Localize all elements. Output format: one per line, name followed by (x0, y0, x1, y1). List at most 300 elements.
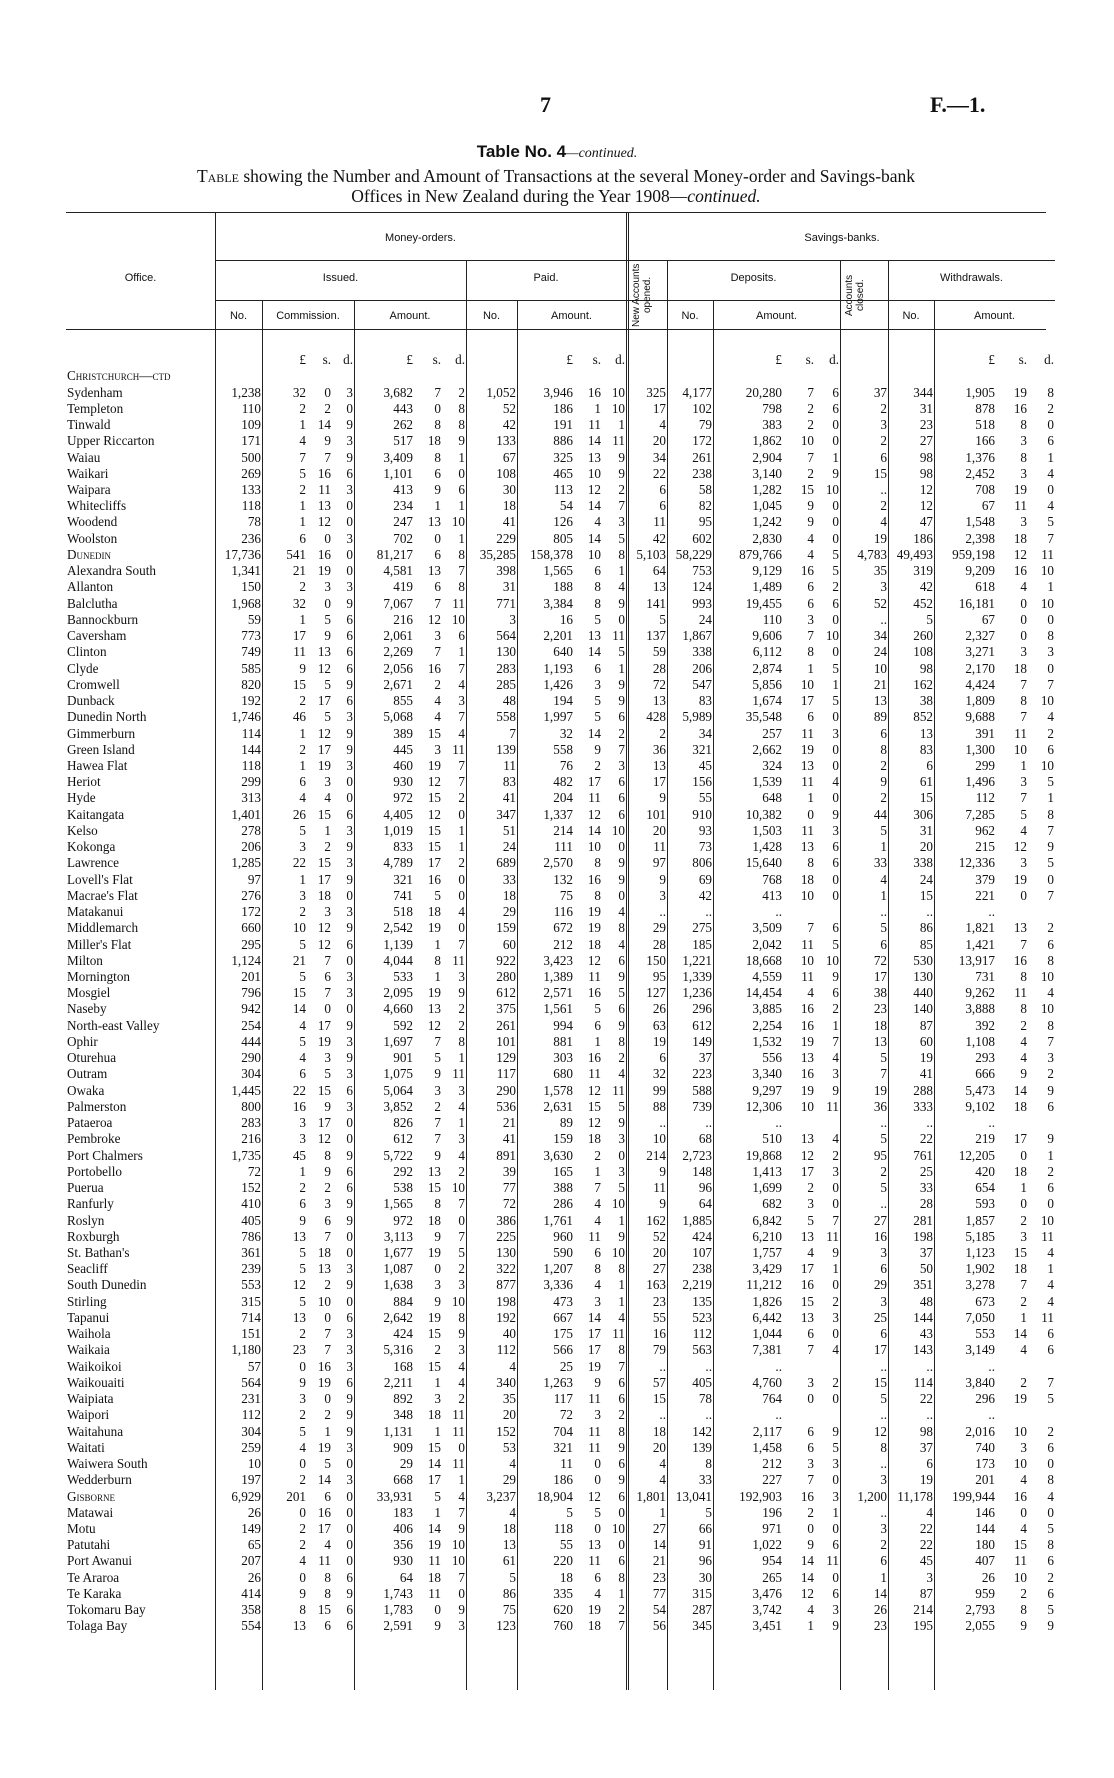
issued-no: 26 (215, 1570, 262, 1586)
commission-pounds: 2 (299, 1520, 306, 1536)
new-accounts: 127 (646, 985, 666, 1001)
paid-amount-shillings: 14 (587, 498, 601, 514)
commission-pence: 0 (346, 1131, 353, 1147)
deposits-no: 78 (698, 1391, 712, 1407)
paid-amount-pounds: 111 (554, 839, 573, 855)
deposits-no: 68 (698, 1131, 712, 1147)
commission-pence: 9 (346, 1196, 353, 1212)
commission-shillings: 17 (317, 1115, 331, 1131)
commission-shillings: 3 (324, 774, 331, 790)
commission-pence: 3 (346, 969, 353, 985)
commission-pounds: 5 (299, 465, 306, 481)
issued-amount-shillings: 18 (427, 1569, 441, 1585)
issued-no: 254 (215, 1018, 262, 1034)
withdrawals-no: 98 (919, 660, 933, 676)
commission-shillings: 12 (317, 1131, 331, 1147)
header-withdrawals-no: No. (902, 310, 920, 322)
withdrawals-amount-shillings: 5 (1020, 806, 1027, 822)
paid-amount-pence: 9 (618, 1017, 625, 1033)
withdrawals-amount-pounds: .. (988, 1358, 995, 1374)
issued-amount-shillings: 18 (427, 1407, 441, 1423)
withdrawals-amount-pence: 0 (1047, 1456, 1054, 1472)
table-row (66, 1521, 1055, 1537)
office-name: South Dunedin (67, 1277, 147, 1293)
commission-shillings: 16 (317, 1504, 331, 1520)
withdrawals-amount-pounds: 407 (975, 1553, 995, 1569)
deposits-amount-shillings: 7 (807, 1342, 814, 1358)
paid-amount-shillings: 16 (587, 985, 601, 1001)
accounts-closed: 2 (880, 757, 887, 773)
paid-amount-pence: 9 (618, 1115, 625, 1131)
withdrawals-amount-pounds: 731 (975, 969, 995, 985)
withdrawals-no: 12 (919, 481, 933, 497)
paid-amount-pounds: 188 (553, 579, 573, 595)
withdrawals-no: 214 (913, 1602, 933, 1618)
deposits-amount-shillings: 13 (800, 757, 814, 773)
commission-pence: 6 (346, 1374, 353, 1390)
paid-amount-pence: 3 (618, 514, 625, 530)
commission-pence: 6 (346, 1309, 353, 1325)
table-row (66, 969, 1055, 985)
withdrawals-amount-pounds: 654 (975, 1180, 995, 1196)
withdrawals-no: 19 (919, 1050, 933, 1066)
office-name: Templeton (67, 400, 124, 416)
issued-amount-pence: 8 (458, 579, 465, 595)
paid-amount-shillings: 11 (588, 1066, 601, 1082)
new-accounts: 1,801 (636, 1488, 666, 1504)
paid-amount-pence: 4 (618, 1066, 625, 1082)
paid-no: 877 (496, 1277, 516, 1293)
accounts-closed: 13 (873, 693, 887, 709)
commission-pence: 3 (346, 757, 353, 773)
issued-amount-pence: 4 (458, 1374, 465, 1390)
paid-amount-shillings: 1 (594, 1033, 601, 1049)
table-row (66, 1277, 1055, 1293)
withdrawals-amount-shillings: 16 (1013, 400, 1027, 416)
new-accounts: 17 (652, 400, 666, 416)
new-accounts: 10 (652, 1131, 666, 1147)
paid-amount-pounds: 388 (553, 1180, 573, 1196)
commission-pounds: 1 (299, 871, 306, 887)
paid-amount-pounds: 118 (553, 1520, 573, 1536)
paid-amount-pence: 9 (618, 855, 625, 871)
deposits-amount-shillings: 7 (807, 1472, 814, 1488)
withdrawals-amount-pence: 1 (1047, 449, 1054, 465)
withdrawals-amount-pounds: 1,496 (965, 774, 995, 790)
issued-amount-pounds: 884 (393, 1293, 413, 1309)
withdrawals-amount-pounds: 1,809 (965, 693, 995, 709)
accounts-closed: .. (880, 1456, 887, 1472)
deposits-amount-pence: 3 (832, 1488, 839, 1504)
issued-no: 231 (215, 1391, 262, 1407)
commission-shillings: 12 (317, 920, 331, 936)
commission-pounds: 22 (292, 855, 306, 871)
deposits-no: 69 (698, 871, 712, 887)
withdrawals-amount-pence: 7 (1047, 1033, 1054, 1049)
issued-no: 239 (215, 1261, 262, 1277)
paid-amount-pounds: 1,578 (543, 1082, 573, 1098)
withdrawals-no: 319 (913, 563, 933, 579)
office-name: Waipara (67, 481, 111, 497)
issued-no: 283 (215, 1115, 262, 1131)
issued-amount-pounds: 4,789 (383, 855, 413, 871)
table-title-suffix: —continued. (566, 146, 638, 161)
commission-pounds: 5 (299, 822, 306, 838)
deposits-no: 315 (692, 1585, 712, 1601)
withdrawals-no: 11,178 (897, 1488, 933, 1504)
deposits-no: 753 (692, 563, 712, 579)
commission-pence: 9 (346, 839, 353, 855)
withdrawals-amount-shillings: 2 (1020, 1212, 1027, 1228)
withdrawals-amount-pounds: 1,857 (965, 1212, 995, 1228)
withdrawals-amount-pounds: 144 (975, 1520, 995, 1536)
issued-amount-pence: 3 (458, 693, 465, 709)
paid-amount-pounds: 72 (559, 1407, 573, 1423)
commission-pence: 0 (346, 546, 353, 562)
unit-shillings: s. (432, 352, 441, 368)
office-name: Hawea Flat (67, 757, 128, 773)
withdrawals-amount-pence: 8 (1047, 952, 1054, 968)
withdrawals-amount-shillings: 2 (1020, 1293, 1027, 1309)
commission-shillings: 12 (317, 514, 331, 530)
accounts-closed: 8 (880, 741, 887, 757)
accounts-closed: 4 (880, 871, 887, 887)
paid-amount-pounds: 2,571 (543, 985, 573, 1001)
header-issued: Issued. (322, 272, 359, 284)
commission-pounds: 15 (292, 676, 306, 692)
issued-amount-pence: 1 (458, 839, 465, 855)
paid-amount-pounds: 5 (566, 1504, 573, 1520)
paid-no: 123 (496, 1618, 516, 1634)
commission-pounds: 5 (299, 1293, 306, 1309)
deposits-amount-pounds: .. (775, 904, 782, 920)
accounts-closed: 6 (880, 725, 887, 741)
paid-amount-pounds: 3,423 (543, 952, 573, 968)
withdrawals-amount-pounds: 26 (981, 1569, 995, 1585)
issued-amount-pence: 1 (458, 822, 465, 838)
deposits-amount-pence: 0 (832, 1277, 839, 1293)
commission-shillings: 1 (324, 1423, 331, 1439)
issued-amount-shillings: 15 (427, 839, 441, 855)
commission-pounds: 541 (286, 546, 306, 562)
issued-amount-pence: 4 (458, 676, 465, 692)
paid-amount-shillings: 4 (594, 1277, 601, 1293)
issued-no: 152 (215, 1180, 262, 1196)
paid-amount-shillings: 4 (594, 514, 601, 530)
header-deposits-amount: Amount. (756, 310, 797, 322)
office-name: Caversham (67, 628, 127, 644)
issued-amount-pence: 4 (458, 1147, 465, 1163)
accounts-closed: 72 (873, 952, 887, 968)
deposits-amount-pence: 1 (832, 1017, 839, 1033)
issued-amount-pounds: 460 (393, 757, 413, 773)
deposits-no: 107 (692, 1245, 712, 1260)
deposits-amount-shillings: 2 (807, 400, 814, 416)
deposits-amount-pence: 3 (832, 1066, 839, 1082)
office-name: Milton (67, 952, 103, 968)
deposits-amount-pence (815, 904, 840, 920)
table-row (66, 1131, 1055, 1147)
deposits-amount-shillings: 14 (800, 1569, 814, 1585)
withdrawals-amount-pence: 7 (1047, 530, 1054, 546)
paid-amount-pounds: 54 (559, 498, 573, 514)
issued-amount-shillings: 0 (434, 400, 441, 416)
deposits-amount-pounds: 9,297 (752, 1082, 782, 1098)
commission-pence: 6 (346, 693, 353, 709)
deposits-amount-shillings: 6 (807, 1326, 814, 1342)
new-accounts: .. (659, 1115, 666, 1131)
deposits-amount-pence: 10 (825, 481, 839, 497)
deposits-amount-pounds: 3,885 (752, 1001, 782, 1017)
withdrawals-amount-pence: 0 (1047, 871, 1054, 887)
deposits-amount-pence: 3 (832, 1602, 839, 1618)
deposits-amount-pence: 9 (832, 969, 839, 985)
office-name: Waiwera South (67, 1456, 148, 1472)
header-office: Office. (124, 272, 157, 284)
deposits-amount-shillings: 13 (800, 839, 814, 855)
deposits-amount-shillings: 2 (807, 417, 814, 433)
paid-amount-pence: 8 (618, 546, 625, 562)
deposits-no: 34 (698, 725, 712, 741)
table-row (66, 1440, 1055, 1456)
withdrawals-amount-pence: 11 (1041, 1309, 1054, 1325)
withdrawals-amount-pence: 6 (1047, 1439, 1054, 1455)
deposits-amount-shillings: 2 (807, 1504, 814, 1520)
commission-shillings: 17 (317, 693, 331, 709)
withdrawals-amount-shillings: 3 (1020, 774, 1027, 790)
commission-shillings: 5 (324, 709, 331, 725)
issued-amount-pence: 7 (458, 709, 465, 725)
deposits-amount-shillings: 13 (800, 1228, 814, 1244)
table-row (66, 1147, 1055, 1163)
issued-amount-shillings: 0 (434, 1261, 441, 1277)
commission-shillings: 8 (324, 1585, 331, 1601)
header-withdrawals: Withdrawals. (940, 272, 1003, 284)
paid-amount-pounds: 220 (553, 1553, 573, 1569)
issued-no: 118 (215, 498, 262, 514)
withdrawals-amount-pence: 2 (1047, 1569, 1054, 1585)
withdrawals-amount-pounds: 2,452 (965, 465, 995, 481)
paid-amount-pounds: 159 (553, 1131, 573, 1147)
paid-amount-shillings: 1 (594, 400, 601, 416)
withdrawals-amount-pounds: 666 (975, 1066, 995, 1082)
deposits-amount-pounds: 1,282 (752, 481, 782, 497)
new-accounts: 2 (659, 725, 666, 741)
paid-amount-pounds: 1,389 (543, 969, 573, 985)
accounts-closed: 3 (880, 417, 887, 433)
deposits-no: 96 (698, 1180, 712, 1196)
issued-amount-shillings: 9 (434, 1147, 441, 1163)
commission-pounds: 9 (299, 660, 306, 676)
issued-no: 1,180 (215, 1342, 262, 1358)
withdrawals-no: 86 (919, 920, 933, 936)
paid-amount-pence: 11 (612, 1326, 625, 1342)
commission-shillings: 8 (324, 1147, 331, 1163)
office-name: Tokomaru Bay (67, 1602, 146, 1618)
commission-pounds: 6 (299, 530, 306, 546)
office-name: Whitecliffs (67, 498, 127, 514)
new-accounts: 13 (652, 757, 666, 773)
issued-amount-shillings: 19 (427, 920, 441, 936)
withdrawals-amount-pence: 4 (1047, 498, 1054, 514)
issued-no: 112 (215, 1407, 262, 1423)
table-row (66, 660, 1055, 676)
withdrawals-no: 306 (913, 806, 933, 822)
deposits-amount-shillings: 10 (800, 676, 814, 692)
issued-no: 1,285 (215, 855, 262, 871)
paid-amount-pounds: 1,561 (543, 1001, 573, 1017)
unit-shillings: s. (322, 352, 331, 368)
commission-pence: 0 (346, 1115, 353, 1131)
paid-no: 4 (509, 1358, 516, 1374)
paid-no: 139 (496, 741, 516, 757)
commission-pounds: 3 (299, 1131, 306, 1147)
deposits-amount-shillings: 6 (807, 1439, 814, 1455)
commission-shillings: 7 (324, 1228, 331, 1244)
deposits-no: 45 (698, 757, 712, 773)
issued-amount-pounds: 2,061 (383, 628, 413, 644)
paid-amount-pounds: 191 (553, 417, 573, 433)
issued-amount-shillings: 9 (434, 481, 441, 497)
paid-no: 112 (496, 1342, 516, 1358)
commission-pence (332, 368, 354, 384)
paid-no: 290 (496, 1082, 516, 1098)
issued-amount-pence: 11 (452, 741, 465, 757)
paid-amount-shillings: 9 (594, 1374, 601, 1390)
commission-shillings: 0 (324, 1001, 331, 1017)
deposits-amount-shillings: 9 (807, 514, 814, 530)
table-row (66, 563, 1055, 579)
withdrawals-amount-pence: 8 (1047, 384, 1054, 400)
deposits-amount-pence: 6 (832, 384, 839, 400)
table-row (66, 498, 1055, 514)
new-accounts: 28 (652, 936, 666, 952)
deposits-amount-pounds: 1,539 (752, 774, 782, 790)
paid-no: 322 (496, 1261, 516, 1277)
withdrawals-amount-pence: 4 (1047, 1293, 1054, 1309)
new-accounts: 97 (652, 855, 666, 871)
withdrawals-amount-pence: 11 (1041, 1228, 1054, 1244)
commission-pounds: 10 (292, 920, 306, 936)
paid-no: 72 (502, 1196, 516, 1212)
issued-amount-shillings: 1 (434, 1423, 441, 1439)
deposits-amount-pounds: 19,868 (745, 1147, 782, 1163)
accounts-closed: 5 (880, 1180, 887, 1196)
issued-amount-pounds: 538 (393, 1180, 413, 1196)
deposits-amount-shillings: 11 (801, 969, 814, 985)
withdrawals-no: 6 (926, 757, 933, 773)
withdrawals-amount-pounds: .. (988, 1115, 995, 1131)
issued-amount-pence: 11 (452, 952, 465, 968)
issued-amount-shillings: 15 (427, 1439, 441, 1455)
deposits-no: 1,221 (682, 952, 712, 968)
withdrawals-amount-shillings: 15 (1013, 1245, 1027, 1260)
deposits-amount-pounds: 6,442 (752, 1309, 782, 1325)
commission-pounds: 0 (299, 1358, 306, 1374)
office-name: Roxburgh (67, 1228, 120, 1244)
accounts-closed: 44 (873, 806, 887, 822)
table-row (66, 823, 1055, 839)
paid-amount-pence: 4 (618, 579, 625, 595)
deposits-amount-pence: 6 (832, 595, 839, 611)
issued-amount-pounds: 1,638 (383, 1277, 413, 1293)
table-row (66, 1602, 1055, 1618)
issued-no: 660 (215, 920, 262, 936)
paid-amount-pence: 2 (618, 1602, 625, 1618)
paid-no: 133 (496, 433, 516, 449)
paid-amount-shillings: 14 (587, 530, 601, 546)
new-accounts: 56 (652, 1618, 666, 1634)
issued-no: 820 (215, 677, 262, 693)
accounts-closed: 2 (880, 433, 887, 449)
withdrawals-amount-shillings: 3 (1020, 1228, 1027, 1244)
accounts-closed: 8 (880, 1439, 887, 1455)
office-name: Waipiata (67, 1391, 114, 1407)
withdrawals-amount-shillings: 10 (1013, 1456, 1027, 1472)
withdrawals-amount-pence: 6 (1047, 741, 1054, 757)
accounts-closed: 27 (873, 1212, 887, 1228)
issued-amount-shillings: 14 (427, 1520, 441, 1536)
deposits-amount-shillings: 9 (807, 498, 814, 514)
paid-amount-pence: 3 (618, 1163, 625, 1179)
commission-pence: 3 (346, 709, 353, 725)
deposits-no: 612 (692, 1017, 712, 1033)
paid-amount-pounds: 32 (559, 725, 573, 741)
new-accounts: .. (659, 1358, 666, 1374)
issued-amount-shillings: 12 (427, 611, 441, 627)
issued-no: 299 (215, 774, 262, 790)
issued-no: 290 (215, 1050, 262, 1066)
paid-amount-pounds: 590 (553, 1245, 573, 1260)
accounts-closed: 3 (880, 1520, 887, 1536)
issued-amount-pounds: 443 (393, 400, 413, 416)
paid-amount-pounds: 335 (553, 1585, 573, 1601)
issued-no: 500 (215, 449, 262, 465)
issued-amount-shillings: 19 (427, 1537, 441, 1553)
caption-line-1: showing the Number and Amount of Transactions at the several Money-order and Savings-bank (243, 166, 916, 186)
issued-amount-pounds: 168 (393, 1358, 413, 1374)
office-name: Te Karaka (67, 1585, 122, 1601)
deposits-amount-pence: 0 (832, 644, 839, 660)
table-row (66, 1586, 1055, 1602)
deposits-amount-shillings: 16 (800, 1488, 814, 1504)
commission-pence: 3 (346, 579, 353, 595)
deposits-amount-pence: 0 (832, 1472, 839, 1488)
new-accounts: 32 (652, 1066, 666, 1082)
paid-amount-pence (602, 368, 626, 384)
new-accounts: 325 (646, 384, 666, 400)
paid-no: 285 (496, 676, 516, 692)
paid-amount-pounds: 16 (559, 611, 573, 627)
deposits-amount-pence: 11 (826, 1098, 839, 1114)
paid-amount-pounds: 186 (553, 400, 573, 416)
paid-amount-shillings: 5 (594, 1504, 601, 1520)
issued-amount-pence: 10 (451, 1180, 465, 1196)
withdrawals-amount-shillings (996, 1407, 1028, 1423)
withdrawals-amount-pounds: 3,149 (965, 1342, 995, 1358)
withdrawals-amount-pence: 0 (1047, 1504, 1054, 1520)
withdrawals-no: 43 (919, 1326, 933, 1342)
office-name: Matakanui (67, 904, 124, 920)
issued-amount-pounds: 517 (393, 433, 413, 449)
issued-amount-pence: 4 (458, 1488, 465, 1504)
issued-amount-pounds: 1,565 (383, 1196, 413, 1212)
commission-pounds: 7 (299, 449, 306, 465)
withdrawals-amount-shillings (996, 1359, 1028, 1375)
table-row (66, 1261, 1055, 1277)
deposits-amount-shillings: 16 (800, 1277, 814, 1293)
paid-amount-pence: 7 (618, 1618, 625, 1634)
